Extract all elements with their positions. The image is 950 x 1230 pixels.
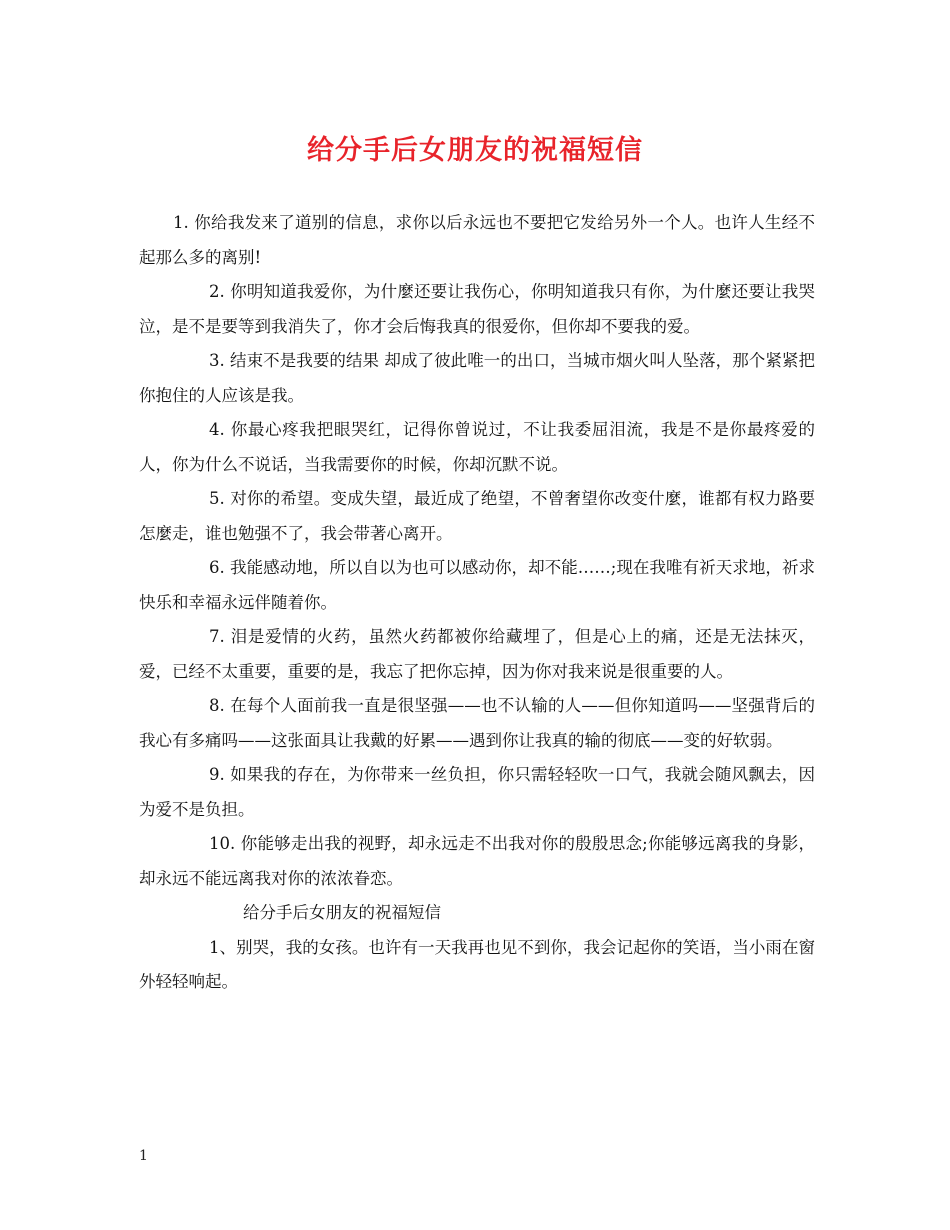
document-body <box>139 206 815 1000</box>
message-item-1: 1. 你给我发来了道别的信息，求你以后永远也不要把它发给另外一个人。也许人生经不起那么多的离别! <box>139 213 815 267</box>
message-item-2: 2. 你明知道我爱你，为什麼还要让我伤心，你明知道我只有你，为什麼还要让我哭泣，是不是要等到我消失了，你才会后悔我真的很爱你，但你却不要我的爱。 <box>139 282 815 336</box>
page-number: 1 <box>139 1148 148 1164</box>
message-item-7: 7. 泪是爱情的火药，虽然火药都被你给藏埋了，但是心上的痛，还是无法抹灭，爱，已经不太重要，重要的是，我忘了把你忘掉，因为你对我来说是很重要的人。 <box>139 627 815 681</box>
message-item-8: 8. 在每个人面前我一直是很坚强——也不认输的人——但你知道吗——坚强背后的我心有多痛吗——这张面具让我戴的好累——遇到你让我真的输的彻底——变的好软弱。 <box>139 696 815 750</box>
section-subtitle: 给分手后女朋友的祝福短信 <box>243 903 441 922</box>
message-item-5: 5. 对你的希望。变成失望，最近成了绝望，不曾奢望你改变什麼，谁都有权力路要怎麼走，谁也勉强不了，我会带著心离开。 <box>139 489 815 543</box>
message-item-3: 3. 结束不是我要的结果 却成了彼此唯一的出口，当城市烟火叫人坠落，那个紧紧把你抱住的人应该是我。 <box>139 351 815 405</box>
message-item-9: 9. 如果我的存在，为你带来一丝负担，你只需轻轻吹一口气，我就会随风飘去，因为爱不是负担。 <box>139 765 815 819</box>
page-title: 给分手后女朋友的祝福短信 <box>307 135 643 166</box>
message-item-4: 4. 你最心疼我把眼哭红，记得你曾说过，不让我委屈泪流，我是不是你最疼爱的人，你为什么不说话，当我需要你的时候，你却沉默不说。 <box>139 420 815 474</box>
message-item-6: 6. 我能感动地，所以自以为也可以感动你，却不能……;现在我唯有祈天求地，祈求快乐和幸福永远伴随着你。 <box>139 558 815 612</box>
message-item-10: 10. 你能够走出我的视野，却永远走不出我对你的殷殷思念;你能够远离我的身影，却永远不能远离我对你的浓浓眷恋。 <box>139 834 815 888</box>
extra-message-1: 1、别哭，我的女孩。也许有一天我再也见不到你，我会记起你的笑语，当小雨在窗外轻轻响起。 <box>139 937 815 991</box>
